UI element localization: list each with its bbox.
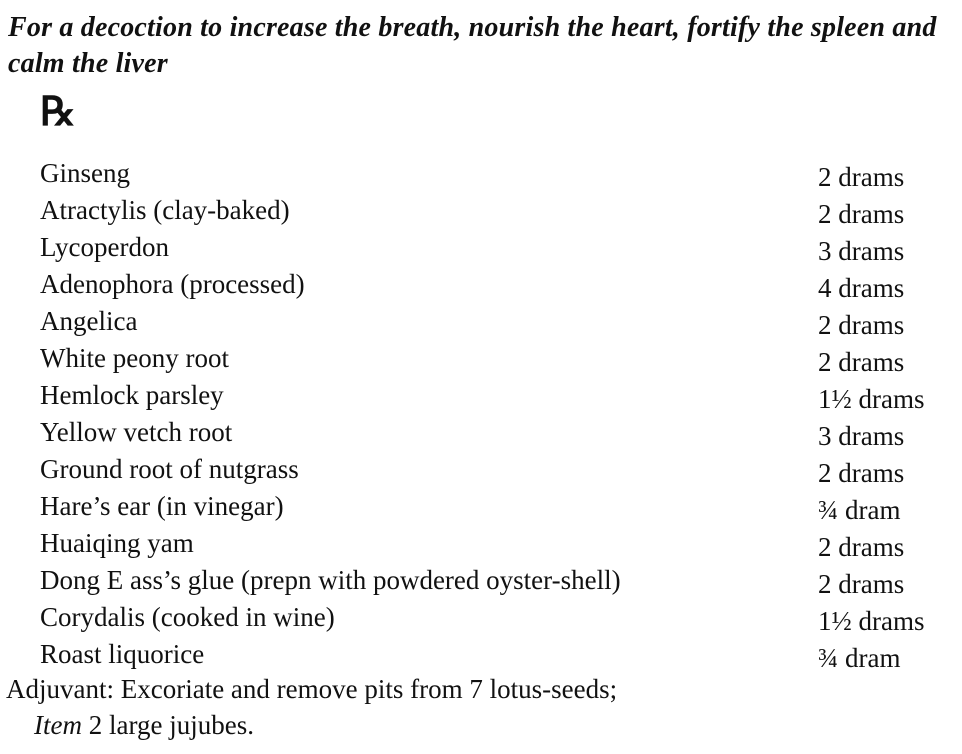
ingredient-quantity: 3 drams — [818, 236, 905, 266]
ingredient-name: Angelica — [40, 306, 138, 336]
ingredient-name: Corydalis (cooked in wine) — [40, 602, 335, 632]
ingredient-row — [0, 193, 962, 230]
ingredient-row — [0, 637, 962, 674]
ingredient-name: Dong E ass’s glue (prepn with powdered oyster-shell) — [40, 565, 621, 595]
recipe-title: For a decoction to increase the breath, nourish the heart, fortify the spleen and calm the liver — [8, 12, 937, 79]
ingredient-quantity: 3 drams — [818, 421, 905, 451]
ingredient-name: Atractylis (clay-baked) — [40, 195, 290, 225]
ingredient-row — [0, 489, 962, 526]
item-text: 2 large jujubes. — [81, 710, 254, 740]
ingredient-row — [0, 452, 962, 489]
ingredient-list — [0, 156, 962, 674]
ingredient-quantity: ¾ dram — [818, 643, 901, 673]
item-line — [34, 708, 254, 742]
ingredient-quantity: ¾ dram — [818, 495, 901, 525]
item-label: Item — [34, 710, 82, 740]
ingredient-row — [0, 304, 962, 341]
ingredient-row — [0, 563, 962, 600]
ingredient-quantity: 1½ drams — [818, 384, 925, 414]
rx-symbol: ℞ — [40, 89, 76, 134]
ingredient-quantity: 2 drams — [818, 162, 905, 192]
ingredient-quantity: 2 drams — [818, 532, 905, 562]
ingredient-name: Huaiqing yam — [40, 528, 194, 558]
ingredient-quantity: 2 drams — [818, 458, 905, 488]
ingredient-name: Hare’s ear (in vinegar) — [40, 491, 284, 521]
ingredient-row — [0, 267, 962, 304]
ingredient-name: Yellow vetch root — [40, 417, 233, 447]
ingredient-row — [0, 230, 962, 267]
ingredient-quantity: 2 drams — [818, 347, 905, 377]
ingredient-name: Roast liquorice — [40, 639, 205, 669]
ingredient-row — [0, 378, 962, 415]
adjuvant-line: Adjuvant: Excoriate and remove pits from 7 lotus-seeds; — [6, 674, 618, 704]
ingredient-name: White peony root — [40, 343, 229, 373]
ingredient-name: Hemlock parsley — [40, 380, 224, 410]
ingredient-quantity: 2 drams — [818, 569, 905, 599]
ingredient-name: Lycoperdon — [40, 232, 169, 262]
ingredient-quantity: 4 drams — [818, 273, 905, 303]
ingredient-row — [0, 341, 962, 378]
ingredient-row — [0, 600, 962, 637]
ingredient-row — [0, 415, 962, 452]
ingredient-row — [0, 526, 962, 563]
ingredient-name: Adenophora (processed) — [40, 269, 305, 299]
ingredient-quantity: 2 drams — [818, 310, 905, 340]
ingredient-name: Ground root of nutgrass — [40, 454, 299, 484]
ingredient-quantity: 1½ drams — [818, 606, 925, 636]
ingredient-row — [0, 156, 962, 193]
ingredient-name: Ginseng — [40, 158, 130, 188]
ingredient-quantity: 2 drams — [818, 199, 905, 229]
